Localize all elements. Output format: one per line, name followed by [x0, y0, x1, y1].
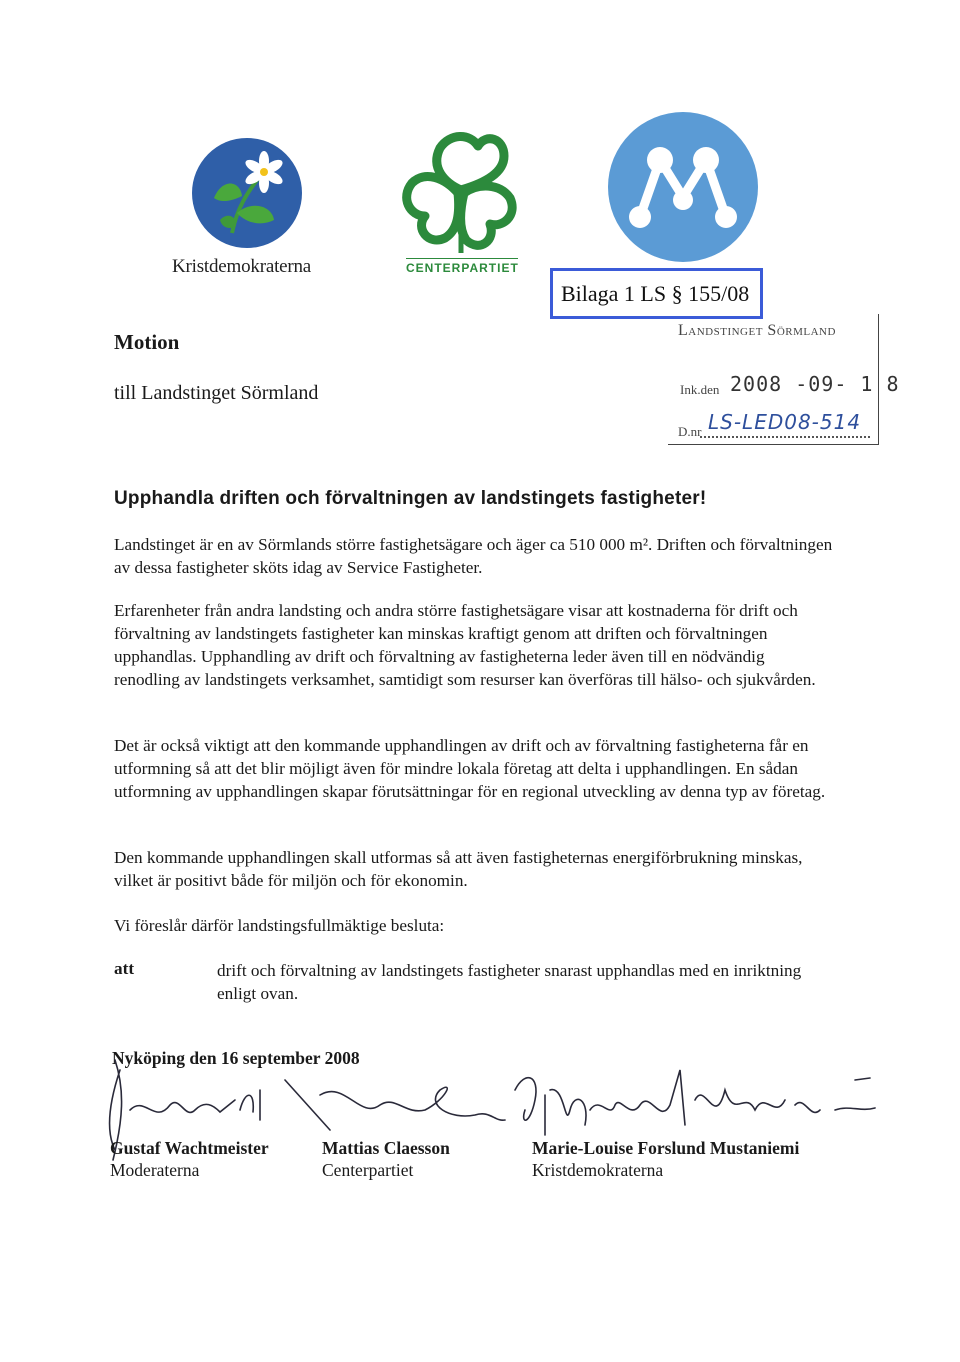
place-and-date: Nyköping den 16 september 2008 — [112, 1048, 360, 1068]
handwritten-signatures — [95, 1050, 895, 1180]
signatory-2-party: Centerpartiet — [322, 1160, 414, 1180]
signatory-1-party: Moderaterna — [110, 1160, 200, 1180]
paragraph-4: Den kommande upphandlingen skall utformas så att även fastigheternas energiförbrukning minskas, vilket är positivt både för miljön och för ekonomin. — [114, 848, 803, 890]
decision-key: att — [114, 959, 135, 978]
stamp-organisation: Landstinget Sörmland — [678, 322, 836, 339]
stamp-dnr-label: D.nr — [678, 424, 702, 439]
document-type: Motion — [114, 330, 180, 354]
stamp-received-date: 2008 -09- 1 8 — [730, 372, 900, 396]
signatory-3-name: Marie-Louise Forslund Mustaniemi — [532, 1138, 800, 1158]
signatory-1-name: Gustaf Wachtmeister — [110, 1138, 269, 1158]
stamp-dnr-value: LS-LED08-514 — [708, 410, 862, 434]
paragraph-2: Erfarenheter från andra landsting och andra större fastighetsägare visar att kostnaderna för drift och förvaltning av landstingets fastigheter kan minskas kraftigt genom att driften och förvaltningen upphandlas. Upphandling av drift och förvaltning av fastigheterna leder även till en nödvändig renodling av landstingets verksamhet, samtidigt som resurser kan överföras till hälso- och sjukvården. — [114, 601, 816, 689]
c-logo-name: CENTERPARTIET — [406, 261, 519, 275]
kristdemokraterna-logo — [192, 138, 302, 248]
paragraph-1: Landstinget är en av Sörmlands större fastighetsägare och äger ca 510 000 m². Driften och förvaltningen av dessa fastigheter sköts idag av Service Fastigheter. — [114, 535, 833, 577]
signatory-3-party: Kristdemokraterna — [532, 1160, 664, 1180]
motion-title: Upphandla driften och förvaltningen av landstingets fastigheter! — [114, 488, 707, 509]
kd-logo-name: Kristdemokraterna — [172, 256, 312, 277]
decision-text: drift och förvaltning av landstingets fastigheter snarast upphandlas med en inriktning enligt ovan. — [217, 961, 802, 1003]
recipient: till Landstinget Sörmland — [114, 382, 319, 404]
signatory-2-name: Mattias Claesson — [322, 1138, 450, 1158]
centerpartiet-rule — [406, 258, 518, 259]
paragraph-3: Det är också viktigt att den kommande upphandlingen av drift och av förvaltning fastigheterna får en utformning så att det blir möjligt även för mindre lokala företag att delta i upphandlingen. En sådan utformning av upphandlingen skapar förutsättningar för en regional utveckling av denna typ av företag. — [114, 736, 826, 801]
stamp-received-label: Ink.den — [680, 382, 720, 397]
paragraph-5: Vi föreslår därför landstingsfullmäktige besluta: — [114, 916, 445, 935]
moderaterna-logo — [608, 112, 758, 262]
centerpartiet-logo — [400, 128, 522, 258]
bilaga-reference: Bilaga 1 LS § 155/08 — [550, 268, 763, 319]
